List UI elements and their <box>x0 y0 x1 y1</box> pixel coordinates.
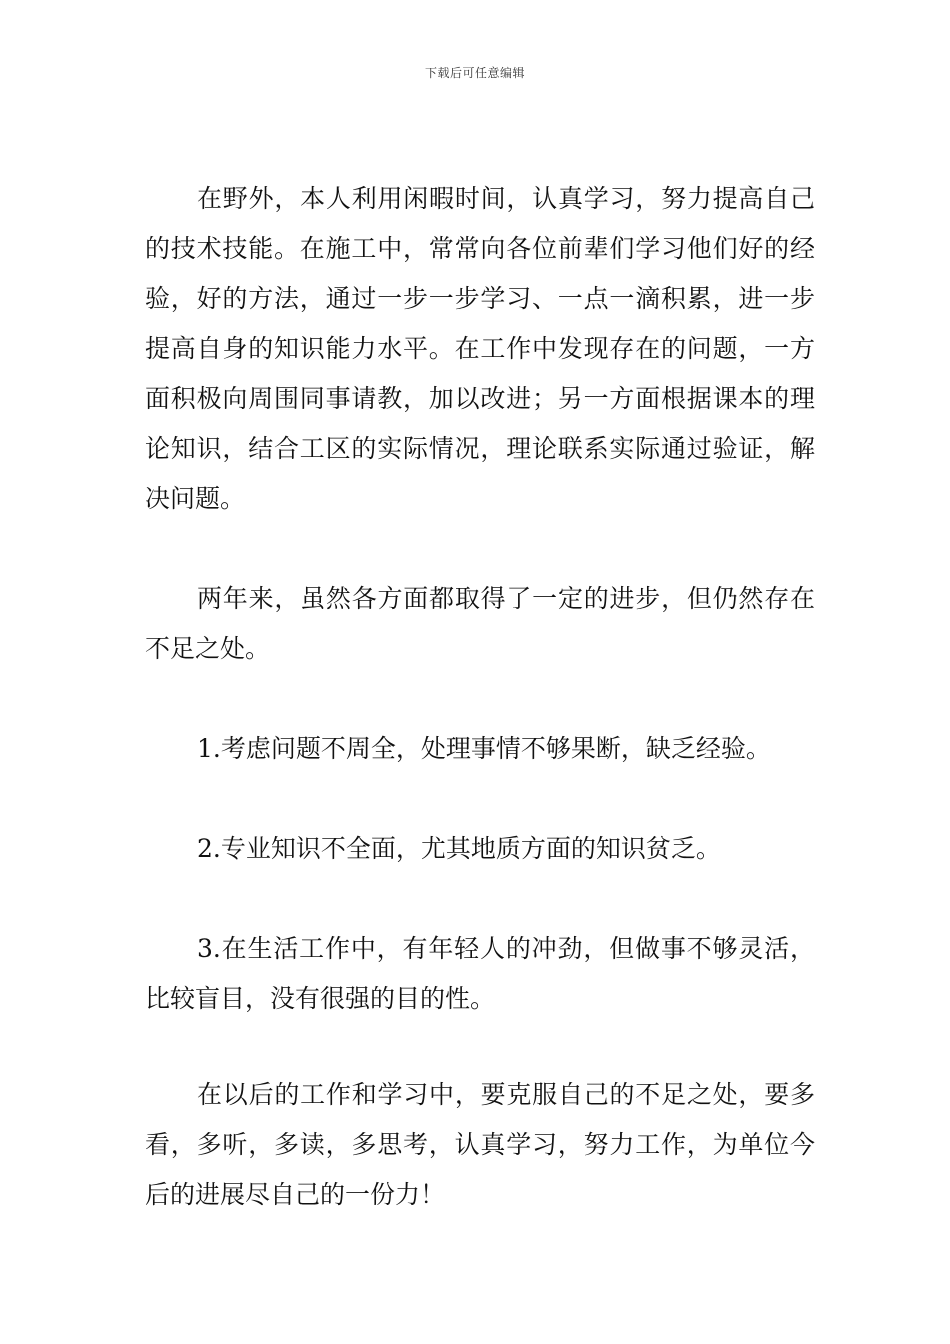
paragraph-self-study: 在野外，本人利用闲暇时间，认真学习，努力提高自己的技术技能。在施工中，常常向各位前辈们学习他们好的经验，好的方法，通过一步一步学习、一点一滴积累，进一步提高自身的知识能力水平。在工作中发现存在的问题，一方面积极向周围同事请教，加以改进；另一方面根据课本的理论知识，结合工区的实际情况，理论联系实际通过验证，解决问题。 <box>145 184 815 513</box>
list-item-2: 2.专业知识不全面，尤其地质方面的知识贫乏。 <box>197 834 721 863</box>
paragraph-shortcomings-intro: 两年来，虽然各方面都取得了一定的进步，但仍然存在不足之处。 <box>145 584 815 663</box>
list-item-3: 3.在生活工作中，有年轻人的冲劲，但做事不够灵活，比较盲目，没有很强的目的性。 <box>145 934 815 1013</box>
list-item-1: 1.考虑问题不周全，处理事情不够果断，缺乏经验。 <box>197 734 771 763</box>
header-note: 下载后可任意编辑 <box>424 66 525 80</box>
paragraph-future-plan: 在以后的工作和学习中，要克服自己的不足之处，要多看，多听，多读，多思考，认真学习，努力工作，为单位今后的进展尽自己的一份力！ <box>145 1080 815 1209</box>
